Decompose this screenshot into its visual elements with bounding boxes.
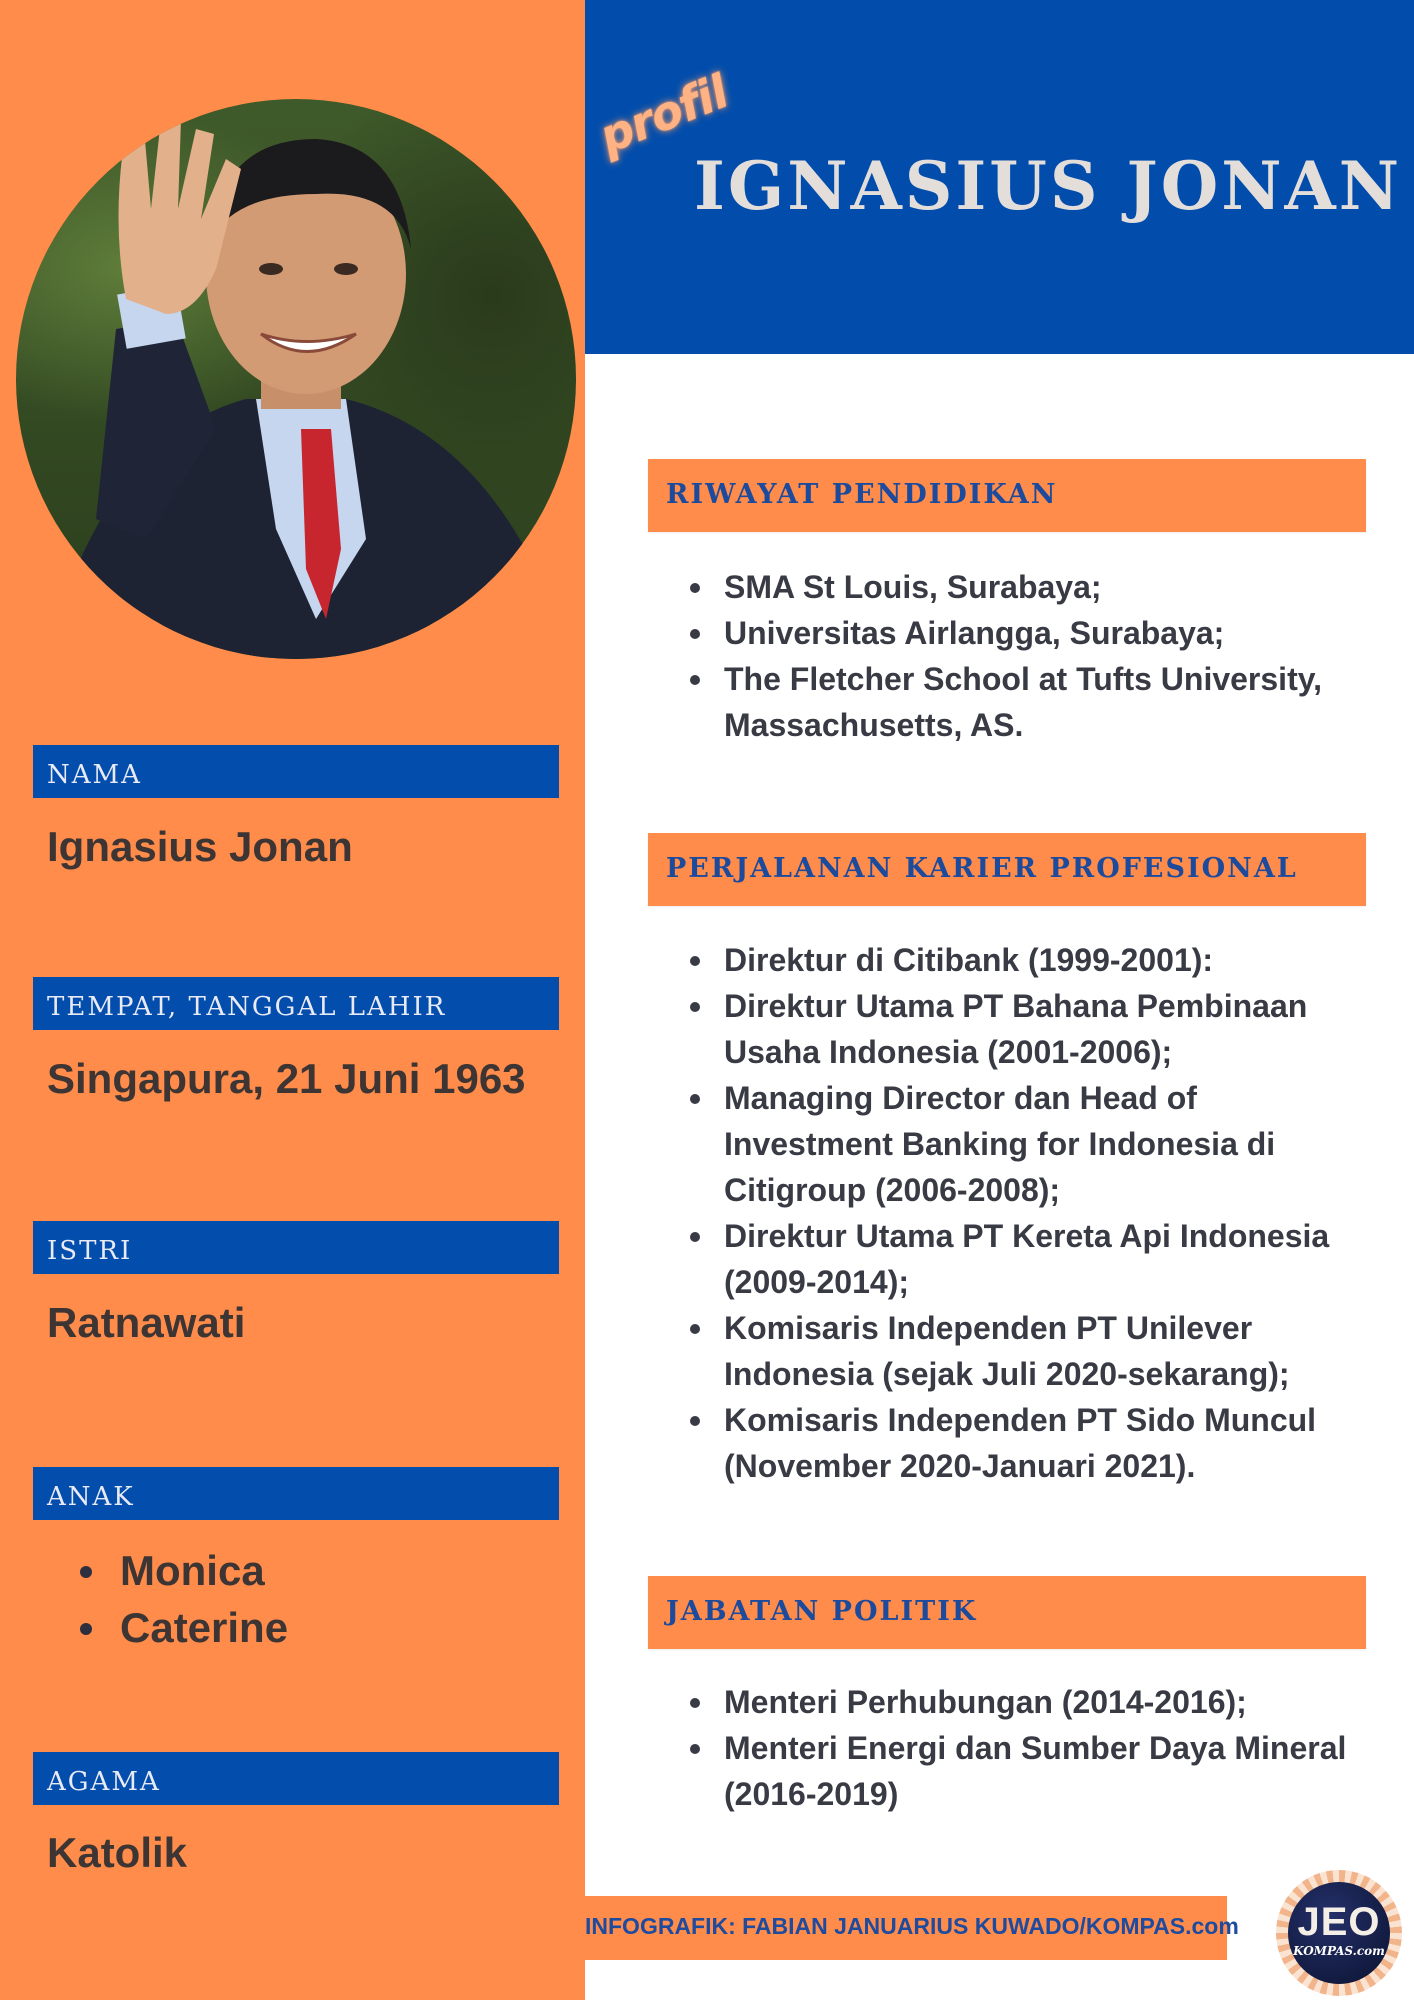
section-header-pendidikan — [648, 459, 1366, 532]
field-label-anak — [33, 1467, 559, 1520]
field-label-text: ISTRI — [47, 1236, 133, 1266]
logo-badge-icon — [1288, 1882, 1390, 1984]
logo-sub-text: KOMPAS.com — [1293, 1944, 1385, 1958]
section-header-karier — [648, 833, 1366, 906]
list-item: Direktur Utama PT Kereta Api Indonesia (2009-2014); — [680, 1213, 1370, 1305]
field-value-nama: Ignasius Jonan — [47, 823, 353, 870]
list-item: Direktur Utama PT Bahana Pembinaan Usaha Indonesia (2001-2006); — [680, 983, 1370, 1075]
list-item: Komisaris Independen PT Sido Muncul (November 2020-Januari 2021). — [680, 1397, 1370, 1489]
list-item: Menteri Perhubungan (2014-2016); — [680, 1679, 1370, 1725]
list-item: Managing Director dan Head of Investment Banking for Indonesia di Citigroup (2006-2008); — [680, 1075, 1370, 1213]
credit-text: INFOGRAFIK: FABIAN JANUARIUS KUWADO/KOMPAS.com — [585, 1913, 1239, 1939]
list-item: The Fletcher School at Tufts University, Massachusetts, AS. — [680, 656, 1370, 748]
list-item: Menteri Energi dan Sumber Daya Mineral (2016-2019) — [680, 1725, 1370, 1817]
section-title: RIWAYAT PENDIDIKAN — [666, 479, 1058, 510]
politics-list — [680, 1679, 1370, 1817]
profile-photo — [16, 99, 576, 659]
career-list — [680, 937, 1370, 1489]
person-portrait-icon — [16, 99, 576, 659]
field-label-text: NAMA — [47, 760, 142, 790]
field-label-tempat-tanggal-lahir — [33, 977, 559, 1030]
field-value-tempat-tanggal-lahir: Singapura, 21 Juni 1963 — [47, 1055, 526, 1102]
section-header-politik — [648, 1576, 1366, 1649]
section-title: PERJALANAN KARIER PROFESIONAL — [666, 853, 1298, 884]
logo-main-text: JEO — [1297, 1900, 1381, 1944]
field-label-text: AGAMA — [47, 1767, 161, 1797]
credit-banner — [585, 1896, 1239, 1960]
field-label-text: TEMPAT, TANGGAL LAHIR — [47, 992, 447, 1022]
profil-script-label: profil — [591, 64, 736, 164]
list-item: Direktur di Citibank (1999-2001): — [680, 937, 1370, 983]
field-value-istri: Ratnawati — [47, 1299, 246, 1346]
field-label-text: ANAK — [47, 1482, 135, 1512]
list-item: Komisaris Independen PT Unilever Indonesia (sejak Juli 2020-sekarang); — [680, 1305, 1370, 1397]
list-item: Monica — [60, 1542, 288, 1599]
page-title: IGNASIUS JONAN — [694, 147, 1403, 225]
field-value-agama: Katolik — [47, 1829, 188, 1876]
education-list — [680, 564, 1370, 748]
field-label-istri — [33, 1221, 559, 1274]
list-item: Caterine — [60, 1599, 288, 1656]
children-list — [60, 1542, 288, 1656]
list-item: SMA St Louis, Surabaya; — [680, 564, 1370, 610]
field-label-nama — [33, 745, 559, 798]
field-label-agama — [33, 1752, 559, 1805]
jeo-kompas-logo — [1276, 1870, 1402, 1996]
section-title: JABATAN POLITIK — [666, 1596, 978, 1627]
list-item: Universitas Airlangga, Surabaya; — [680, 610, 1370, 656]
